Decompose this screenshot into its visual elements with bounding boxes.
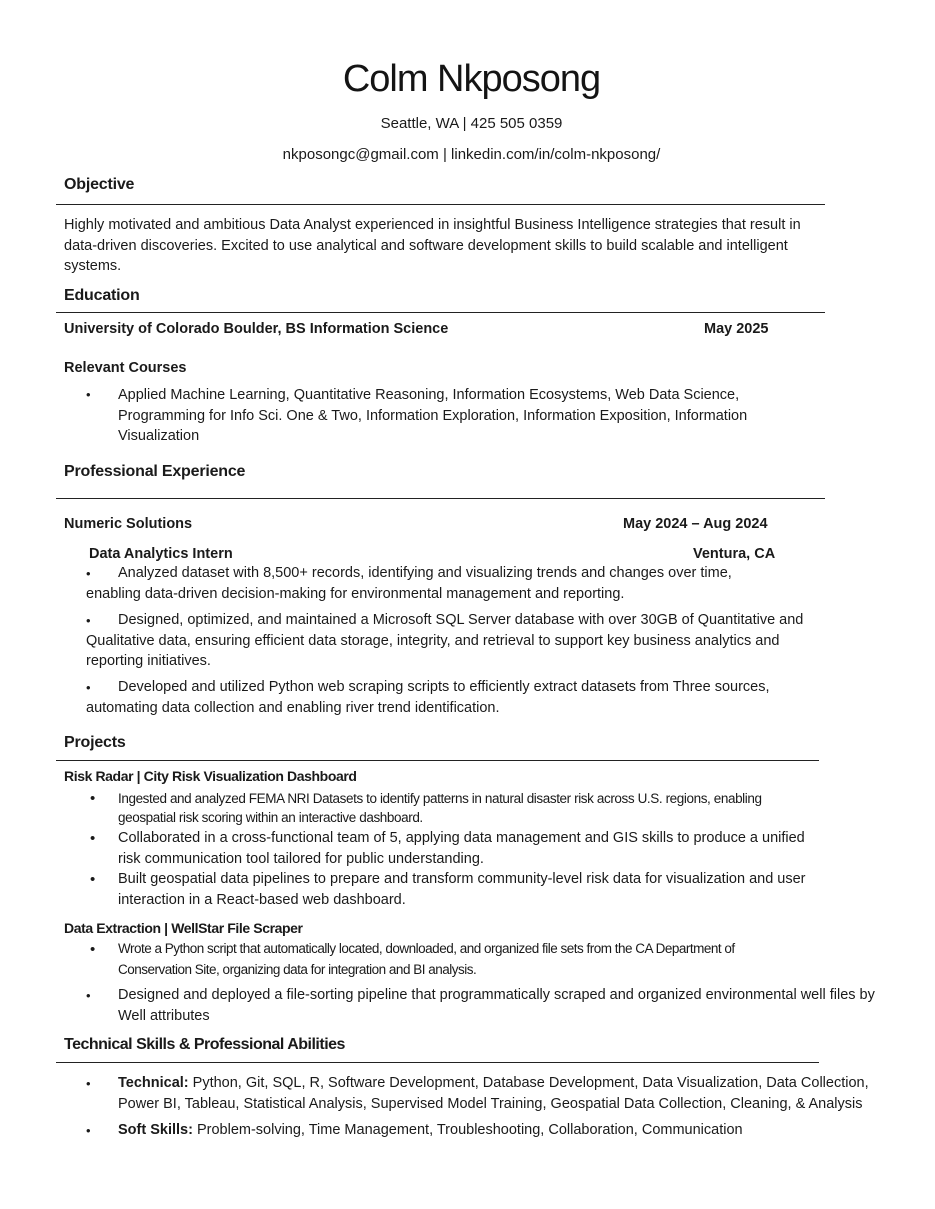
divider [56,760,819,761]
project-bullet: Collaborated in a cross-functional team of 5, applying data management and GIS skills to produce a unified risk communication tool tailored for public understanding. [118,830,805,867]
project-bullet: Designed and deployed a file-sorting pipeline that programmatically scraped and organized environmental well files by Well attributes [118,987,875,1024]
technical-skills [118,1073,878,1114]
bullet-icon: • [86,680,91,695]
objective-text: Highly motivated and ambitious Data Analyst experienced in insightful Business Intelligence strategies that result in data-driven discoveries. Excited to use analytical and software development skills to build scalable and intelligent systems. [64,217,801,274]
experience-bullet: Developed and utilized Python web scraping scripts to efficiently extract datasets from Three sources, automating data collection and enabling river trend identification. [86,679,770,716]
graduation-date: May 2025 [704,321,769,337]
job-location: Ventura, CA [693,546,776,562]
soft-skills [118,1120,878,1141]
section-title-education: Education [64,287,140,304]
section-title-objective: Objective [64,176,135,193]
section-title-projects: Projects [64,734,126,751]
bullet-icon: • [86,1123,91,1138]
job-role: Data Analytics Intern [89,546,233,562]
company-name: Numeric Solutions [64,516,193,532]
divider [56,312,825,313]
divider [56,1062,819,1063]
experience-bullet: Analyzed dataset with 8,500+ records, identifying and visualizing trends and changes over time, enabling data-driven decision-making for environmental management and reporting. [86,565,732,602]
bullet-icon: • [90,871,96,888]
school-degree: University of Colorado Boulder, BS Information Science [64,321,449,337]
project-title: Data Extraction | WellStar File Scraper [64,920,303,936]
soft-skills-text: Problem-solving, Time Management, Troubleshooting, Collaboration, Communication [192,1122,743,1138]
project-bullet: Ingested and analyzed FEMA NRI Datasets to identify patterns in natural disaster risk across U.S. regions, enabling geospatial risk scoring within an interactive dashboard. [118,791,762,825]
experience-bullet: Designed, optimized, and maintained a Microsoft SQL Server database with over 30GB of Quantitative and Qualitative data, ensuring efficient data storage, integrity, and retrieval to support key business analytics and reporting initiatives. [86,612,804,669]
section-title-experience: Professional Experience [64,463,246,480]
email-linkedin: nkposongc@gmail.com | linkedin.com/in/colm-nkposong/ [282,146,661,163]
bullet-icon: • [90,941,96,958]
project-bullet: Wrote a Python script that automatically located, downloaded, and organized file sets from the CA Department of Conservation Site, organizing data for integration and BI analysis. [118,941,735,977]
technical-skills-text: Python, Git, SQL, R, Software Development, Database Development, Data Visualization, Data Collection, Power BI, Tableau, Statistical Analysis, Supervised Model Training, Geospatial Data Collection, Cleaning, & Analysis [118,1075,869,1112]
bullet-icon: • [86,988,91,1003]
project-bullet: Built geospatial data pipelines to prepare and transform community-level risk data for visualization and user interaction in a React-based web dashboard. [118,871,806,908]
divider [56,204,825,205]
courses-title: Relevant Courses [64,360,187,376]
project-title: Risk Radar | City Risk Visualization Dashboard [64,768,357,784]
soft-skills-label: Soft Skills: [118,1122,193,1138]
courses-list: Applied Machine Learning, Quantitative Reasoning, Information Ecosystems, Web Data Science, Programming for Info Sci. One & Two, Information Exploration, Information Exposition, Information Visualization [118,387,748,444]
employment-dates: May 2024 – Aug 2024 [623,516,768,532]
location-phone: Seattle, WA | 425 505 0359 [380,115,563,132]
candidate-name: Colm Nkposong [342,58,601,100]
bullet-icon: • [86,613,91,628]
bullet-icon: • [86,387,91,402]
bullet-icon: • [86,1076,91,1091]
divider [56,498,825,499]
bullet-icon: • [86,566,91,581]
section-title-skills: Technical Skills & Professional Abilities [64,1036,345,1053]
bullet-icon: • [90,790,96,807]
technical-label: Technical: [118,1075,189,1091]
bullet-icon: • [90,830,96,847]
